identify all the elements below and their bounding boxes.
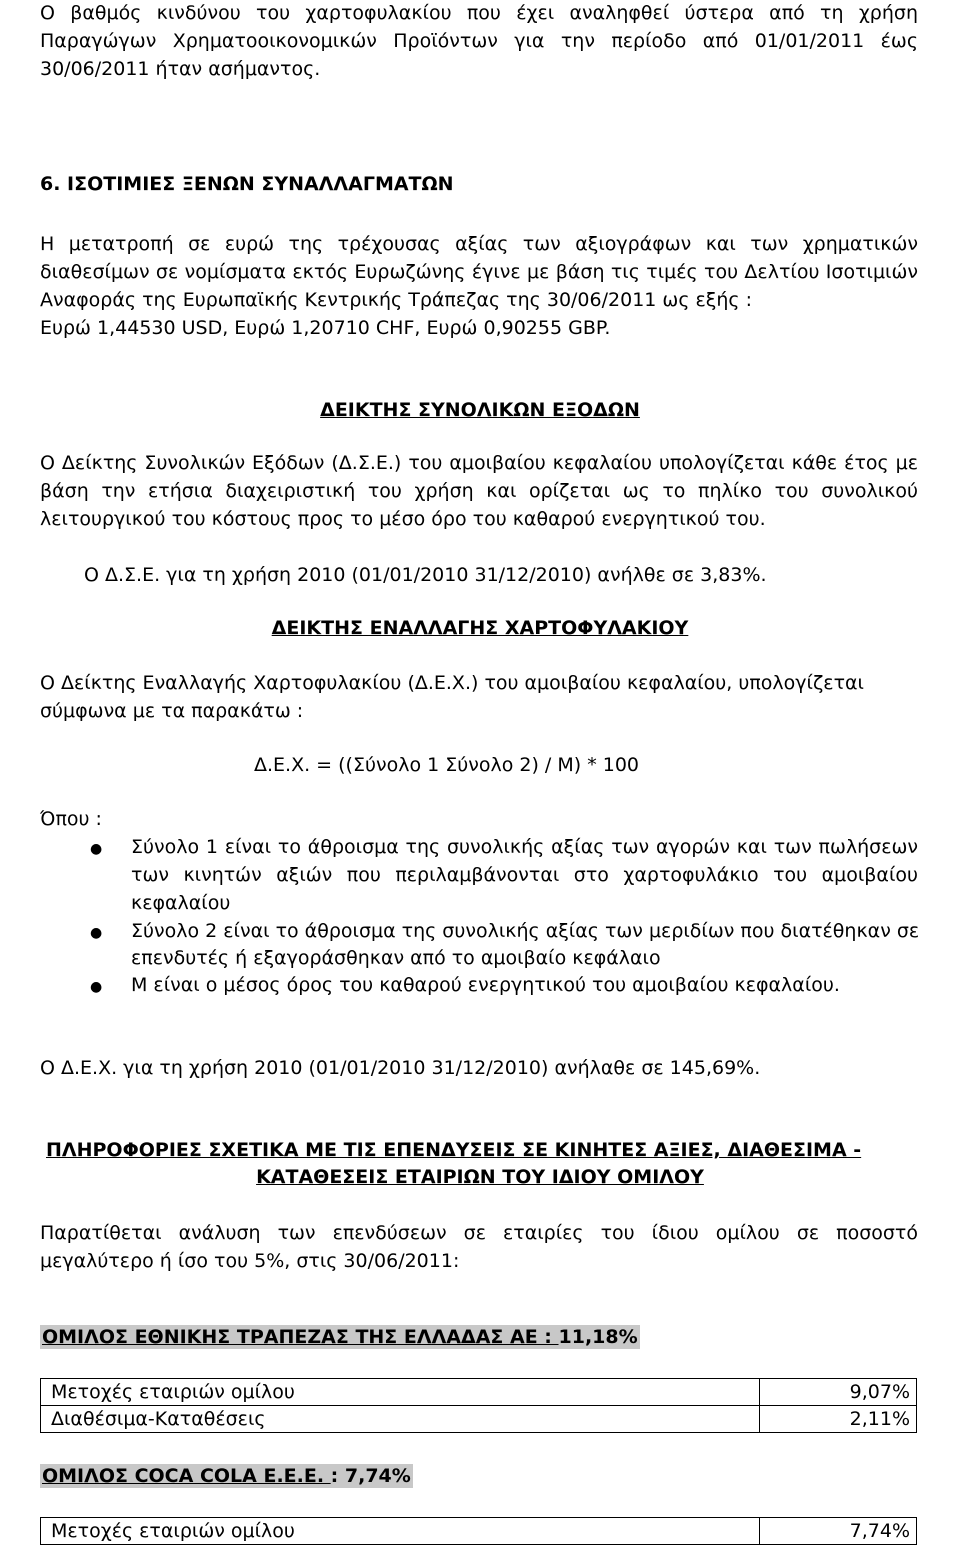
table-cell-value: 7,74% bbox=[760, 1518, 917, 1545]
table-cell-label: Διαθέσιμα-Καταθέσεις bbox=[41, 1406, 760, 1433]
info-heading: ΠΛΗΡΟΦΟΡΙΕΣ ΣΧΕΤΙΚΑ ΜΕ ΤΙΣ ΕΠΕΝΔΥΣΕΙΣ ΣΕ ΚΙΝΗΤΕΣ ΑΞΙΕΣ, ΔΙΑΘΕΣΙΜΑ - bbox=[46, 1139, 862, 1161]
paragraph-line: Η μετατροπή σε ευρώ της τρέχουσας αξίας των αξιογράφων και των χρηματικών bbox=[40, 233, 918, 255]
group2-table bbox=[40, 1517, 917, 1545]
paragraph-line: διαθεσίμων σε νομίσματα εκτός Ευρωζώνης έγινε με βάση τις τιμές του Δελτίου Ισοτιμιών bbox=[40, 261, 918, 283]
intro-line: Ο βαθμός κινδύνου του χαρτοφυλακίου που έχει αναληφθεί ύστερα από τη χρήση bbox=[40, 2, 918, 24]
paragraph-line: βάση την ετήσια διαχειριστική του χρήση και ορίζεται ως το πηλίκο του συνολικού bbox=[40, 480, 918, 502]
where-label: Όπου : bbox=[40, 808, 102, 830]
bullet-line: κεφαλαίου bbox=[131, 892, 231, 914]
bullet-line: Μ είναι ο μέσος όρος του καθαρού ενεργητικού του αμοιβαίου κεφαλαίου. bbox=[131, 974, 840, 996]
bullet-line: Σύνολο 2 είναι το άθροισμα της συνολικής αξίας των μεριδίων που διατέθηκαν σε bbox=[131, 920, 920, 942]
dse-result: Ο Δ.Σ.Ε. για τη χρήση 2010 (01/01/2010 31/12/2010) ανήλθε σε 3,83%. bbox=[84, 564, 767, 586]
bullet-line: Σύνολο 1 είναι το άθροισμα της συνολικής αξίας των αγορών και των πωλήσεων bbox=[131, 836, 918, 858]
group1-table bbox=[40, 1378, 917, 1433]
table-cell-value: 2,11% bbox=[760, 1406, 917, 1433]
group-title-value: 11,18% bbox=[558, 1326, 638, 1348]
group-title-name: ΟΜΙΛΟΣ COCA COLA Ε.Ε.Ε. bbox=[42, 1465, 331, 1487]
paragraph-line: Ευρώ 1,44530 USD, Ευρώ 1,20710 CHF, Ευρώ 0,90255 GBP. bbox=[40, 317, 611, 339]
table-row bbox=[41, 1379, 917, 1406]
info-heading: ΚΑΤΑΘΕΣΕΙΣ ΕΤΑΙΡΙΩΝ ΤΟΥ ΙΔΙΟΥ ΟΜΙΛΟΥ bbox=[256, 1166, 704, 1188]
table-cell-label: Μετοχές εταιριών ομίλου bbox=[41, 1379, 760, 1406]
paragraph-line: Ο Δείκτης Εναλλαγής Χαρτοφυλακίου (Δ.Ε.Χ.) του αμοιβαίου κεφαλαίου, υπολογίζεται bbox=[40, 672, 864, 694]
table-cell-value: 9,07% bbox=[760, 1379, 917, 1406]
paragraph-line: λειτουργικού του κόστους προς το μέσο όρο του καθαρού ενεργητικού του. bbox=[40, 508, 766, 530]
group-title-name: ΟΜΙΛΟΣ ΕΘΝΙΚΗΣ ΤΡΑΠΕΖΑΣ ΤΗΣ ΕΛΛΑΔΑΣ ΑΕ : bbox=[42, 1326, 559, 1348]
paragraph-line: Ο Δείκτης Συνολικών Εξόδων (Δ.Σ.Ε.) του αμοιβαίου κεφαλαίου υπολογίζεται κάθε έτος με bbox=[40, 452, 918, 474]
section-heading: 6. ΙΣΟΤΙΜΙΕΣ ΞΕΝΩΝ ΣΥΝΑΛΛΑΓΜΑΤΩΝ bbox=[40, 173, 454, 195]
table-cell-label: Μετοχές εταιριών ομίλου bbox=[41, 1518, 760, 1545]
dse-heading: ΔΕΙΚΤΗΣ ΣΥΝΟΛΙΚΩΝ ΕΞΟΔΩΝ bbox=[320, 399, 640, 421]
bullet-icon: ● bbox=[90, 841, 103, 857]
intro-line: 30/06/2011 ήταν ασήμαντος. bbox=[40, 58, 321, 80]
group-title-value: : 7,74% bbox=[330, 1465, 411, 1487]
group-title bbox=[40, 1325, 640, 1349]
paragraph-line: μεγαλύτερο ή ίσο του 5%, στις 30/06/2011: bbox=[40, 1250, 460, 1272]
group-title bbox=[40, 1464, 413, 1488]
dex-heading: ΔΕΙΚΤΗΣ ΕΝΑΛΛΑΓΗΣ ΧΑΡΤΟΦΥΛΑΚΙΟΥ bbox=[271, 617, 689, 639]
table-row bbox=[41, 1406, 917, 1433]
intro-line: Παραγώγων Χρηματοοικονομικών Προϊόντων για την περίοδο από 01/01/2011 έως bbox=[40, 30, 918, 52]
paragraph-line: Παρατίθεται ανάλυση των επενδύσεων σε εταιρίες του ίδιου ομίλου σε ποσοστό bbox=[40, 1222, 918, 1244]
bullet-icon: ● bbox=[90, 925, 103, 941]
paragraph-line: Αναφοράς της Ευρωπαϊκής Κεντρικής Τράπεζας της 30/06/2011 ως εξής : bbox=[40, 289, 753, 311]
bullet-line: των κινητών αξιών που περιλαμβάνονται στο χαρτοφυλάκιο του αμοιβαίου bbox=[131, 864, 918, 886]
bullet-icon: ● bbox=[90, 979, 103, 995]
dex-result: Ο Δ.Ε.Χ. για τη χρήση 2010 (01/01/2010 31/12/2010) ανήλαθε σε 145,69%. bbox=[40, 1057, 761, 1079]
table-row bbox=[41, 1518, 917, 1545]
bullet-line: επενδυτές ή εξαγοράσθηκαν από το αμοιβαίο κεφάλαιο bbox=[131, 947, 661, 969]
paragraph-line: σύμφωνα με τα παρακάτω : bbox=[40, 700, 304, 722]
dex-formula: Δ.Ε.Χ. = ((Σύνολο 1 Σύνολο 2) / Μ) * 100 bbox=[254, 754, 640, 776]
